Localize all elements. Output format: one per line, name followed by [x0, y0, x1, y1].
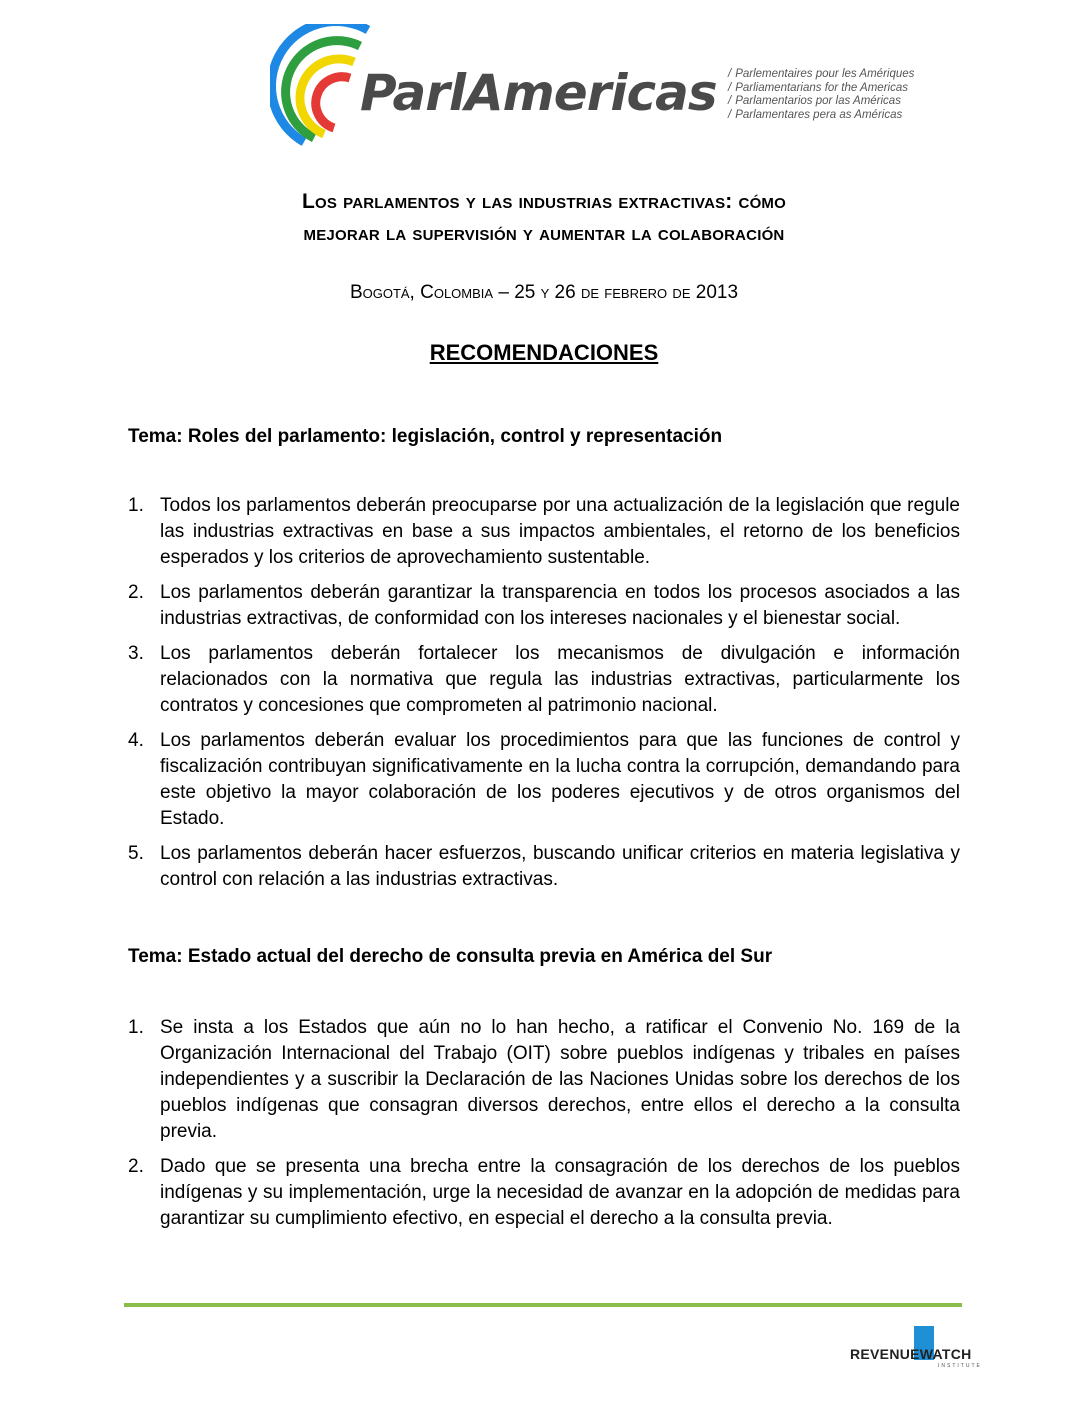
tema-heading-2: Tema: Estado actual del derecho de consulta previa en América del Sur: [128, 946, 773, 967]
revenue-watch-logo: [850, 1320, 990, 1380]
list-item: [128, 1154, 960, 1232]
item-number: 4.: [128, 730, 144, 751]
brand-name: ParlAmericas: [360, 64, 717, 122]
item-number: 3.: [128, 643, 144, 664]
tagline-es: / Parlamentarios por las Américas: [728, 95, 968, 109]
section-heading: RECOMENDACIONES: [429, 340, 659, 365]
item-number: 2.: [128, 1156, 144, 1177]
list-item: [128, 580, 960, 632]
item-number: 1.: [128, 1017, 144, 1038]
logo-taglines: [728, 68, 968, 122]
recommendations-list-1: [128, 493, 960, 902]
tagline-en: / Parliamentarians for the Americas: [728, 82, 968, 96]
title-line-2: mejorar la supervisión y aumentar la colaboración: [303, 222, 785, 245]
event-location-date: Bogotá, Colombia – 25 y 26 de febrero de 2013: [349, 282, 739, 303]
item-number: 1.: [128, 495, 144, 516]
item-number: 5.: [128, 843, 144, 864]
item-text: Todos los parlamentos deberán preocuparse por una actualización de la legislación que regule las industrias extractivas en base a sus impactos ambientales, el retorno de los beneficios esperados y los criterios de aprovechamiento sustentable.: [160, 495, 960, 568]
tagline-pt: / Parlamentares pera as Américas: [728, 109, 968, 123]
parlamericas-logo: [270, 24, 970, 152]
list-item: [128, 641, 960, 719]
tagline-fr: / Parlementaires pour les Amériques: [728, 68, 968, 82]
item-text: Los parlamentos deberán hacer esfuerzos, buscando unificar criterios en materia legislativa y control con relación a las industrias extractivas.: [160, 843, 960, 890]
item-number: 2.: [128, 582, 144, 603]
list-item: [128, 728, 960, 832]
recommendations-list-2: [128, 1015, 960, 1241]
list-item: [128, 493, 960, 571]
title-line-1: Los parlamentos y las industrias extractivas: cómo: [301, 190, 786, 213]
list-item: [128, 841, 960, 893]
item-text: Los parlamentos deberán fortalecer los mecanismos de divulgación e información relacionados con la normativa que regula las industrias extractivas, particularmente los contratos y concesiones que comprometen al patrimonio nacional.: [160, 643, 960, 716]
revenue-watch-logo-text: REVENUEWATCH: [850, 1346, 972, 1362]
tema-heading-1: Tema: Roles del parlamento: legislación, control y representación: [128, 426, 723, 447]
item-text: Dado que se presenta una brecha entre la consagración de los derechos de los pueblos indígenas y su implementación, urge la necesidad de avanzar en la adopción de medidas para garantizar su cumplimiento efectivo, en especial el derecho a la consulta previa.: [160, 1156, 960, 1229]
footer-divider: [124, 1303, 962, 1307]
item-text: Se insta a los Estados que aún no lo han hecho, a ratificar el Convenio No. 169 de la Organización Internacional del Trabajo (OIT) sobre pueblos indígenas y tribales en países independientes y a suscribir la Declaración de las Naciones Unidas sobre los derechos de los pueblos indígenas que consagran diversos derechos, entre ellos el derecho a la consulta previa.: [160, 1017, 960, 1142]
list-item: [128, 1015, 960, 1145]
document-title: [0, 186, 1088, 250]
item-text: Los parlamentos deberán garantizar la transparencia en todos los procesos asociados a las industrias extractivas, de conformidad con los intereses nacionales y el bienestar social.: [160, 582, 960, 629]
revenue-watch-logo-sub: INSTITUTE: [938, 1363, 982, 1369]
item-text: Los parlamentos deberán evaluar los procedimientos para que las funciones de control y fiscalización contribuyan significativamente en la lucha contra la corrupción, demandando para este objetivo la mayor colaboración de los poderes ejecutivos y de otros organismos del Estado.: [160, 730, 960, 829]
